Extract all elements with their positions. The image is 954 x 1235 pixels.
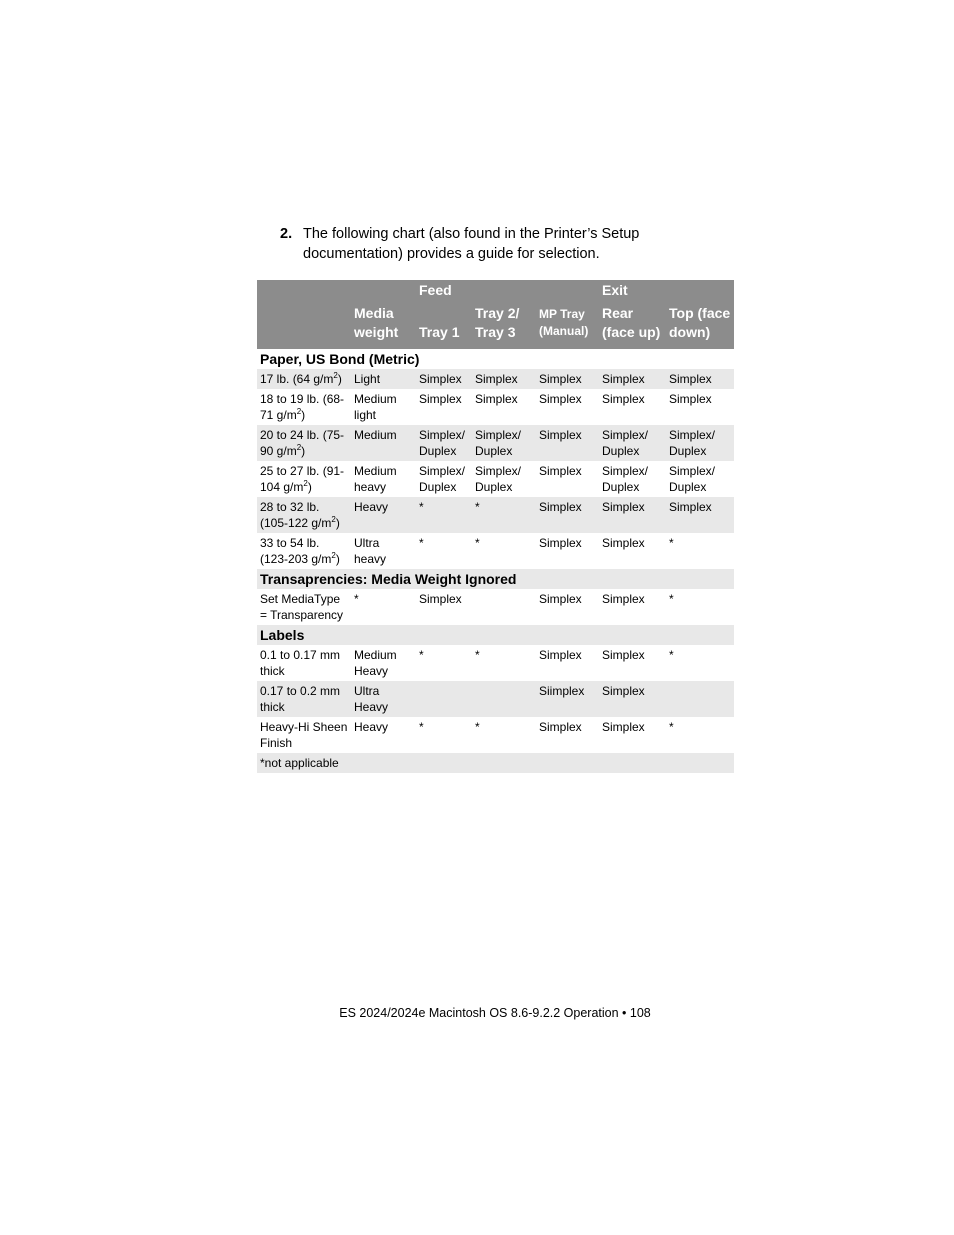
cell-tray1: Simplex: [419, 592, 462, 606]
cell-top: *: [669, 648, 674, 662]
cell-tray23: *: [475, 720, 480, 734]
cell-tray23: Simplex/ Duplex: [472, 425, 536, 461]
row-label: Heavy-Hi Sheen Finish: [260, 720, 348, 750]
step-number: 2.: [280, 226, 293, 242]
cell-tray23: Simplex: [472, 369, 536, 389]
section-title: Transaprencies: Media Weight Ignored: [257, 569, 734, 589]
section-title: Labels: [257, 625, 734, 645]
row-label: 25 to 27 lb. (91-104 $g/m^2$): [260, 464, 345, 494]
cell-top: [666, 681, 734, 717]
cell-mp: Simplex: [539, 536, 582, 550]
row-label: 28 to 32 lb. (105-122 $g/m^2$): [257, 497, 351, 533]
table-row: [257, 461, 734, 497]
cell-weight: Heavy: [351, 497, 416, 533]
section-header: [257, 625, 734, 645]
cell-mp: Simplex: [539, 464, 582, 478]
cell-tray1: Simplex: [419, 392, 462, 406]
group-header-row: [257, 280, 734, 302]
cell-rear: Simplex: [602, 720, 645, 734]
cell-mp: Simplex: [539, 720, 582, 734]
cell-weight: Medium: [351, 425, 416, 461]
cell-tray1: *: [419, 720, 424, 734]
cell-top: Simplex/ Duplex: [669, 464, 716, 494]
row-label: 17 lb. (64 $g/m^2$): [257, 369, 351, 389]
footnote-row: [257, 753, 734, 773]
cell-rear: Simplex: [602, 536, 645, 550]
intro-text: The following chart (also found in the Printer’s Setup documentation) provides a guide for selection.: [303, 226, 640, 262]
cell-top: Simplex: [666, 369, 734, 389]
cell-mp: Simplex: [536, 497, 599, 533]
exit-group-header: Exit: [599, 280, 666, 302]
cell-top: *: [669, 536, 674, 550]
cell-mp: Simplex: [536, 369, 599, 389]
col-top: Top (face down): [666, 302, 734, 349]
row-label: 18 to 19 lb. (68-71 $g/m^2$): [260, 392, 345, 422]
section-title: Paper, US Bond (Metric): [260, 351, 420, 367]
table-row: [257, 425, 734, 461]
col-rear: Rear (face up): [599, 302, 666, 349]
table-row: [257, 369, 734, 389]
cell-top: Simplex/ Duplex: [666, 425, 734, 461]
cell-mp: Simplex: [539, 592, 582, 606]
cell-weight: Heavy: [354, 720, 389, 734]
cell-rear: Simplex/ Duplex: [599, 425, 666, 461]
feed-group-header: Feed: [416, 280, 472, 302]
cell-tray23: Simplex/ Duplex: [475, 464, 522, 494]
table-row: [257, 645, 734, 681]
row-label: Set MediaType = Transparency: [260, 592, 344, 622]
row-label: 0.17 to 0.2 mm thick: [257, 681, 351, 717]
intro-paragraph: [280, 224, 740, 264]
table-row: [257, 681, 734, 717]
cell-mp: Simplex: [539, 392, 582, 406]
cell-weight: Light: [351, 369, 416, 389]
media-selection-table: [257, 280, 734, 773]
footnote: *not applicable: [257, 753, 734, 773]
cell-tray1: Simplex: [416, 369, 472, 389]
cell-tray23: *: [475, 536, 480, 550]
cell-tray23: *: [475, 648, 480, 662]
cell-rear: Simplex: [599, 497, 666, 533]
cell-weight: Medium Heavy: [354, 648, 397, 678]
table-row: [257, 717, 734, 753]
cell-weight: Ultra Heavy: [351, 681, 416, 717]
section-header: [257, 569, 734, 589]
cell-weight: Ultra heavy: [354, 536, 387, 566]
cell-tray23: [472, 589, 536, 625]
cell-rear: Simplex: [602, 592, 645, 606]
cell-rear: Simplex: [599, 681, 666, 717]
cell-top: Simplex: [666, 497, 734, 533]
col-mp-tray: MP Tray (Manual): [536, 302, 599, 349]
table-row: [257, 589, 734, 625]
cell-tray1: [416, 681, 472, 717]
cell-weight: *: [354, 592, 359, 606]
cell-rear: Simplex: [602, 648, 645, 662]
cell-rear: Simplex: [599, 369, 666, 389]
table-row: [257, 533, 734, 569]
cell-tray1: *: [419, 536, 424, 550]
cell-top: *: [669, 720, 674, 734]
cell-tray1: *: [416, 497, 472, 533]
cell-rear: Simplex: [602, 392, 645, 406]
cell-tray23: [472, 681, 536, 717]
cell-mp: Simplex: [536, 425, 599, 461]
table-row: [257, 389, 734, 425]
cell-tray1: Simplex/ Duplex: [416, 425, 472, 461]
cell-mp: Siimplex: [536, 681, 599, 717]
cell-rear: Simplex/ Duplex: [602, 464, 649, 494]
row-label: 20 to 24 lb. (75-90 $g/m^2$): [257, 425, 351, 461]
page-footer: ES 2024/2024e Macintosh OS 8.6-9.2.2 Operation • 108: [339, 1006, 651, 1020]
cell-tray23: *: [472, 497, 536, 533]
row-label: 33 to 54 lb. (123-203 $g/m^2$): [260, 536, 340, 566]
cell-tray1: Simplex/ Duplex: [419, 464, 466, 494]
column-header-row: [257, 302, 734, 349]
cell-top: Simplex: [669, 392, 712, 406]
cell-top: *: [669, 592, 674, 606]
cell-tray23: Simplex: [475, 392, 518, 406]
table-row: [257, 497, 734, 533]
section-header: [257, 349, 734, 369]
row-label: 0.1 to 0.17 mm thick: [260, 648, 341, 678]
col-tray23: Tray 2/ Tray 3: [472, 302, 536, 349]
cell-mp: Simplex: [539, 648, 582, 662]
col-media-weight: Media weight: [351, 302, 416, 349]
cell-tray1: *: [419, 648, 424, 662]
cell-weight: Medium heavy: [354, 464, 397, 494]
cell-weight: Medium light: [354, 392, 397, 422]
col-tray1: Tray 1: [416, 302, 472, 349]
